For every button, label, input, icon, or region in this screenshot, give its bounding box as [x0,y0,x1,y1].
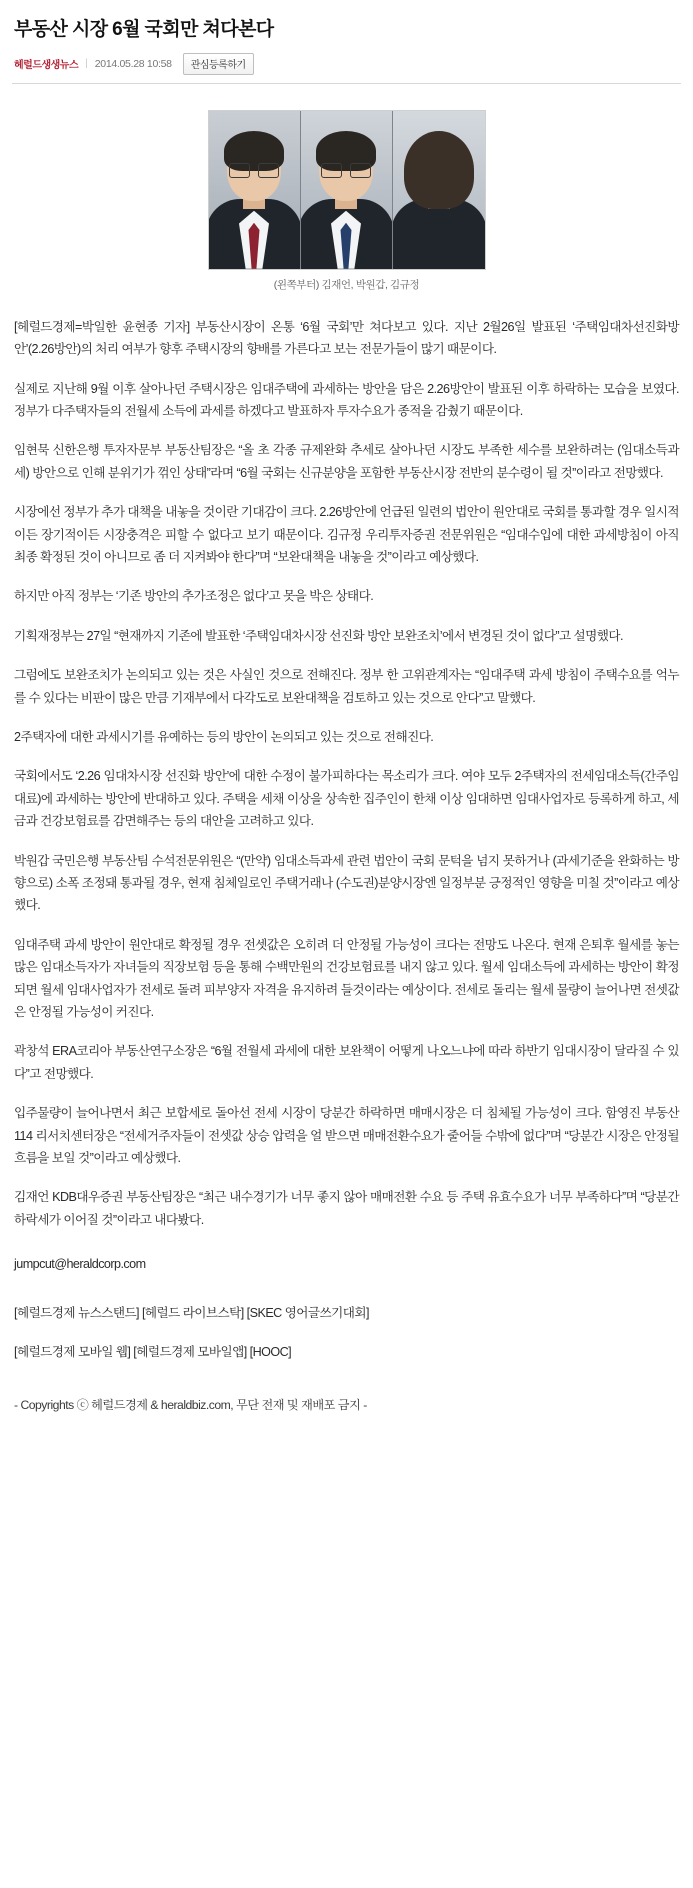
article-paragraph: 그럼에도 보완조치가 논의되고 있는 것은 사실인 것으로 전해진다. 정부 한 고위관계자는 “임대주택 과세 방침이 주택수요를 억누를 수 있다는 비판이 많은 만큼 기재부에서 다각도로 보완대책을 검토하고 있는 것으로 안다”고 말했다. [14,668,679,705]
copyright-notice: - Copyrights ⓒ 헤럴드경제 & heraldbiz.com, 무단 전재 및 재배포 금지 - [14,1397,367,1412]
meta-separator: | [85,58,88,70]
article-paragraph: 박원갑 국민은행 부동산팀 수석전문위원은 “(만약) 임대소득과세 관련 법안이 국회 문턱을 넘지 못하거나 (과세기준을 완화하는 방향으로) 소폭 조정돼 통과될 경우, 현재 침체일로인 주택거래나 (수도권)분양시장엔 일정부분 긍정적인 영향을 미칠 것”이라고 예상했다. [14,853,679,913]
article-figure [208,110,486,292]
page-title: 부동산 시장 6월 국회만 쳐다본다 [14,19,274,40]
portrait-photo-strip [208,110,486,270]
subscribe-button[interactable]: 관심등록하기 [183,53,254,75]
article-paragraph: 하지만 아직 정부는 ‘기존 방안의 추가조정은 없다’고 못을 박은 상태다. [14,589,374,604]
portrait-park-won-gap [301,111,393,269]
footer-link-row[interactable]: [헤럴드경제 모바일 웹] [헤럴드경제 모바일앱] [HOOC] [14,1344,292,1359]
article-paragraph: 곽창석 ERA코리아 부동산연구소장은 “6월 전월세 과세에 대한 보완책이 어떻게 나오느냐에 따라 하반기 임대시장이 달라질 수 있다”고 전망했다. [14,1044,679,1081]
hair-shape [404,131,474,209]
article-paragraph: 국회에서도 ‘2.26 임대차시장 선진화 방안’에 대한 수정이 불가피하다는 목소리가 크다. 여야 모두 2주택자의 전세임대소득(간주임대료)에 과세하는 방안에 반대하고 있다. 주택을 세채 이상을 상속한 집주인이 한채 이상 임대하면 임대사업자로 등록하게 하고, 세금과 건강보험료를 감면해주는 등의 대안을 고려하고 있다. [14,769,679,829]
article-paragraph: 시장에선 정부가 추가 대책을 내놓을 것이란 기대감이 크다. 2.26방안에 언급된 일련의 법안이 원안대로 국회를 통과할 경우 일시적이든 장기적이든 시장충격은 피할 수 없다고 보기 때문이다. 김규정 우리투자증권 전문위원은 “임대수입에 대한 과세방침이 아직 최종 확정된 것이 아니므로 좀 더 지켜봐야 한다”며 “보완대책을 내놓을 것”이라고 예상했다. [14,505,679,564]
glasses-icon [321,163,371,176]
glasses-icon [229,163,279,176]
article-paragraph: 임대주택 과세 방안이 원안대로 확정될 경우 전셋값은 오히려 더 안정될 가능성이 크다는 전망도 나온다. 현재 은퇴후 월세를 놓는 많은 임대소득자가 자녀들의 직장보험 등을 통해 수백만원의 건강보험료를 내지 않고 있다. 월세 임대소득에 과세하는 방안이 확정되면 월세 임대사업자가 전세로 돌려 피부양자 자격을 유지하려 들것이라는 예상이다. 전세로 돌리는 월세 물량이 늘어나면 전셋값은 안정될 가능성이 커진다. [14,937,679,1020]
figure-caption: (왼쪽부터) 김재언, 박원갑, 김규정 [273,278,420,291]
reporter-email[interactable]: jumpcut@heraldcorp.com [14,1257,146,1272]
publish-date: 2014.05.28 10:58 [94,57,172,70]
footer-links [12,1302,681,1360]
article-paragraph: 입주물량이 늘어나면서 최근 보합세로 돌아선 전세 시장이 당분간 하락하면 매매시장은 더 침체될 가능성이 크다. 함영진 부동산114 리서치센터장은 “전세거주자들이 전셋값 상승 압력을 얼 받으면 매매전환수요가 줄어들 수밖에 없다”며 “당분간 시장은 안정될 흐름을 보일 것”이라고 예상했다. [14,1106,679,1166]
publisher-name: 헤럴드생생뉴스 [14,60,79,72]
suit-shape [393,199,485,269]
portrait-kim-jae-eon [209,111,301,269]
article-paragraph: [헤럴드경제=박일한 윤현종 기자] 부동산시장이 온통 ‘6월 국회’만 쳐다보고 있다. 지난 2월26일 발표된 ‘주택임대차선진화방안’(2.26방안)의 처리 여부가 향후 주택시장의 향배를 가른다고 보는 전문가들이 많기 때문이다. [14,319,679,357]
article-paragraph: 실제로 지난해 9월 이후 살아나던 주택시장은 임대주택에 과세하는 방안을 담은 2.26방안이 발표된 이후 하락하는 모습을 보였다. 정부가 다주택자들의 전월세 소득에 과세를 하겠다고 발표하자 투자수요가 종적을 감췄기 때문이다. [14,381,679,418]
article-paragraph: 김재언 KDB대우증권 부동산팀장은 “최근 내수경기가 너무 좋지 않아 매매전환 수요 등 주택 유효수요가 너무 부족하다”며 “당분간 하락세가 이어질 것”이라고 내다봤다. [14,1190,679,1227]
footer-link-row[interactable]: [헤럴드경제 뉴스스탠드] [헤럴드 라이브스탁] [SKEC 영어글쓰기대회] [14,1305,369,1320]
portrait-kim-gyu-jeong [393,111,485,269]
article-body [12,316,681,1276]
article-paragraph: 기획재정부는 27일 “현재까지 기존에 발표한 ‘주택임대차시장 선진화 방안 보완조치’에서 변경된 것이 없다”고 설명했다. [14,628,623,643]
article-paragraph: 임현묵 신한은행 투자자문부 부동산팀장은 “올 초 각종 규제완화 추세로 살아나던 시장도 부족한 세수를 보완하려는 (임대소득과세) 방안으로 인해 분위기가 꺾인 상태”라며 “6월 국회는 신규분양을 포함한 부동산시장 전반의 분수령이 될 것”이라고 전망했다. [14,443,679,480]
article-paragraph: 2주택자에 대한 과세시기를 유예하는 등의 방안이 논의되고 있는 것으로 전해진다. [14,729,434,744]
article-meta [12,53,681,84]
